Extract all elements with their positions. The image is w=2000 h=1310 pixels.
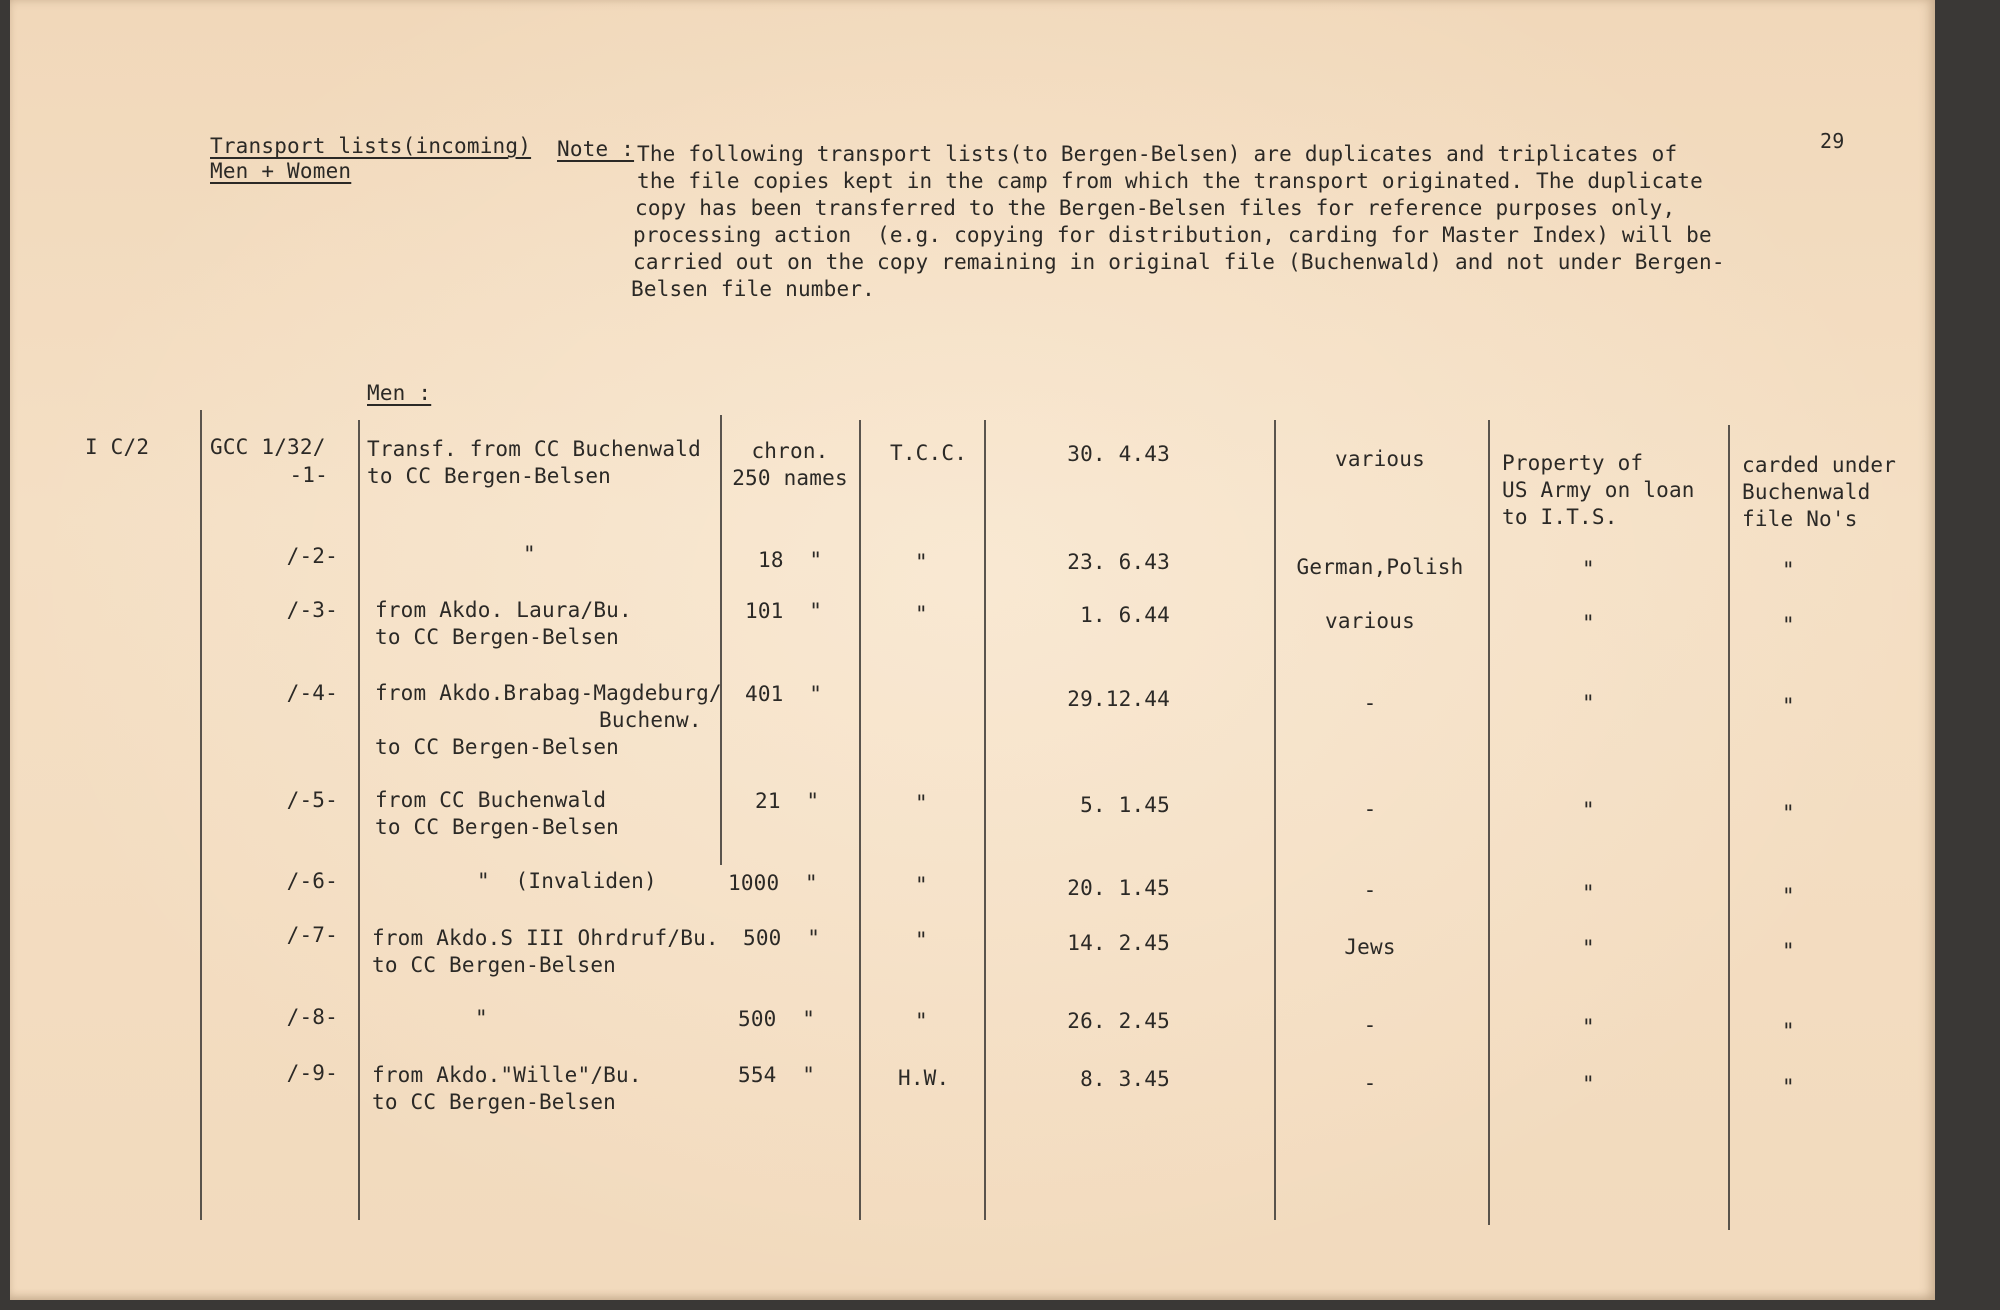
carded-note: " [1782, 1019, 1795, 1043]
name-count: 101 " [745, 599, 823, 623]
row-number: /-8- [286, 1005, 338, 1029]
column-rule [984, 420, 986, 1220]
row-number: /-2- [286, 544, 338, 568]
source: H.W. [898, 1066, 950, 1090]
transport-desc: from Akdo. Laura/Bu. [375, 598, 632, 622]
row-number: /-9- [286, 1061, 338, 1085]
column-rule [358, 420, 360, 1220]
nationality: - [1363, 1071, 1377, 1095]
carded-note: " [1782, 694, 1795, 718]
carded-note: " [1782, 884, 1795, 908]
name-count: 554 " [738, 1063, 816, 1087]
column-rule [1728, 425, 1730, 1230]
property-note: " [1582, 936, 1595, 960]
note-line: carried out on the copy remaining in original file (Buchenwald) and not under Bergen- [633, 250, 1725, 274]
row-number: -1- [289, 463, 328, 487]
property-note: " [1582, 798, 1595, 822]
note-line: processing action (e.g. copying for distribution, carding for Master Index) will be [633, 223, 1712, 247]
section-label: Men : [367, 381, 432, 405]
note-line: Belsen file number. [631, 277, 876, 301]
property-note: US Army on loan [1502, 478, 1695, 502]
row-number: /-3- [286, 598, 338, 622]
nationality: - [1363, 1013, 1377, 1037]
transport-desc: from CC Buchenwald [375, 788, 607, 812]
carded-note: " [1782, 1075, 1795, 1099]
transport-desc: " [523, 542, 536, 566]
note-line: The following transport lists(to Bergen-Belsen) are duplicates and triplicates of [637, 142, 1678, 166]
source: " [915, 1009, 928, 1033]
nationality: German,Polish [1296, 555, 1464, 579]
source: " [915, 550, 928, 574]
column-rule [1488, 420, 1490, 1225]
transport-desc: from Akdo."Wille"/Bu. [372, 1063, 642, 1087]
name-count: chron. [751, 439, 829, 463]
transport-desc: " (Invaliden) [477, 869, 657, 893]
transport-desc: to CC Bergen-Belsen [372, 1090, 617, 1114]
note-line: the file copies kept in the camp from which the transport originated. The duplicate [637, 169, 1703, 193]
transport-date: 1. 6.44 [1080, 603, 1170, 627]
source: " [915, 928, 928, 952]
transport-desc: to CC Bergen-Belsen [375, 735, 620, 759]
carded-note: " [1782, 801, 1795, 825]
column-rule [720, 415, 722, 865]
source: " [915, 873, 928, 897]
property-note: " [1582, 881, 1595, 905]
carded-note: Buchenwald [1742, 480, 1871, 504]
column-rule [1274, 420, 1276, 1220]
property-note: " [1582, 557, 1595, 581]
nationality: various [1325, 609, 1415, 633]
property-note: " [1582, 691, 1595, 715]
transport-date: 23. 6.43 [1067, 550, 1170, 574]
transport-date: 5. 1.45 [1080, 793, 1170, 817]
nationality: Jews [1344, 935, 1396, 959]
column-rule [859, 420, 861, 1220]
row-number: /-5- [286, 788, 338, 812]
name-count: 500 " [743, 926, 821, 950]
property-note: " [1582, 1015, 1595, 1039]
name-count: 401 " [745, 682, 823, 706]
transport-date: 14. 2.45 [1067, 931, 1170, 955]
transport-date: 26. 2.45 [1067, 1009, 1170, 1033]
transport-desc: Buchenw. [599, 708, 702, 732]
nationality: - [1363, 797, 1377, 821]
row-number: /-7- [286, 923, 338, 947]
transport-date: 8. 3.45 [1080, 1067, 1170, 1091]
header-title: Transport lists(incoming) [210, 134, 532, 158]
transport-desc: Transf. from CC Buchenwald [367, 437, 701, 461]
name-count: 1000 " [728, 871, 818, 895]
row-number: /-6- [286, 869, 338, 893]
source: " [915, 602, 928, 626]
property-note: Property of [1502, 451, 1644, 475]
row-number: /-4- [286, 681, 338, 705]
name-count: 18 " [758, 548, 823, 572]
transport-date: 30. 4.43 [1067, 442, 1170, 466]
group-ref: GCC 1/32/ [210, 435, 326, 459]
carded-note: " [1782, 613, 1795, 637]
column-rule [200, 410, 202, 1220]
document-page [10, 0, 1935, 1300]
page-number: 29 [1820, 129, 1845, 153]
nationality: - [1363, 878, 1377, 902]
note-label: Note : [557, 137, 635, 161]
transport-desc: to CC Bergen-Belsen [372, 953, 617, 977]
property-note: " [1582, 611, 1595, 635]
transport-date: 29.12.44 [1067, 687, 1170, 711]
name-count: 21 " [755, 789, 820, 813]
transport-desc: from Akdo.Brabag-Magdeburg/ [375, 681, 722, 705]
name-count: 250 names [732, 466, 848, 490]
name-count: 500 " [738, 1007, 816, 1031]
note-line: copy has been transferred to the Bergen-Belsen files for reference purposes only, [635, 196, 1676, 220]
source: " [915, 791, 928, 815]
carded-note: carded under [1742, 453, 1897, 477]
transport-desc: to CC Bergen-Belsen [367, 464, 612, 488]
property-note: " [1582, 1072, 1595, 1096]
nationality: - [1363, 691, 1377, 715]
transport-desc: from Akdo.S III Ohrdruf/Bu. [372, 926, 719, 950]
header-subtitle: Men + Women [210, 159, 352, 183]
carded-note: " [1782, 558, 1795, 582]
transport-date: 20. 1.45 [1067, 876, 1170, 900]
transport-desc: " [475, 1006, 488, 1030]
source: T.C.C. [890, 441, 968, 465]
nationality: various [1335, 447, 1425, 471]
file-ref: I C/2 [85, 435, 150, 459]
property-note: to I.T.S. [1502, 505, 1618, 529]
carded-note: file No's [1742, 507, 1858, 531]
carded-note: " [1782, 939, 1795, 963]
transport-desc: to CC Bergen-Belsen [375, 815, 620, 839]
transport-desc: to CC Bergen-Belsen [375, 625, 620, 649]
